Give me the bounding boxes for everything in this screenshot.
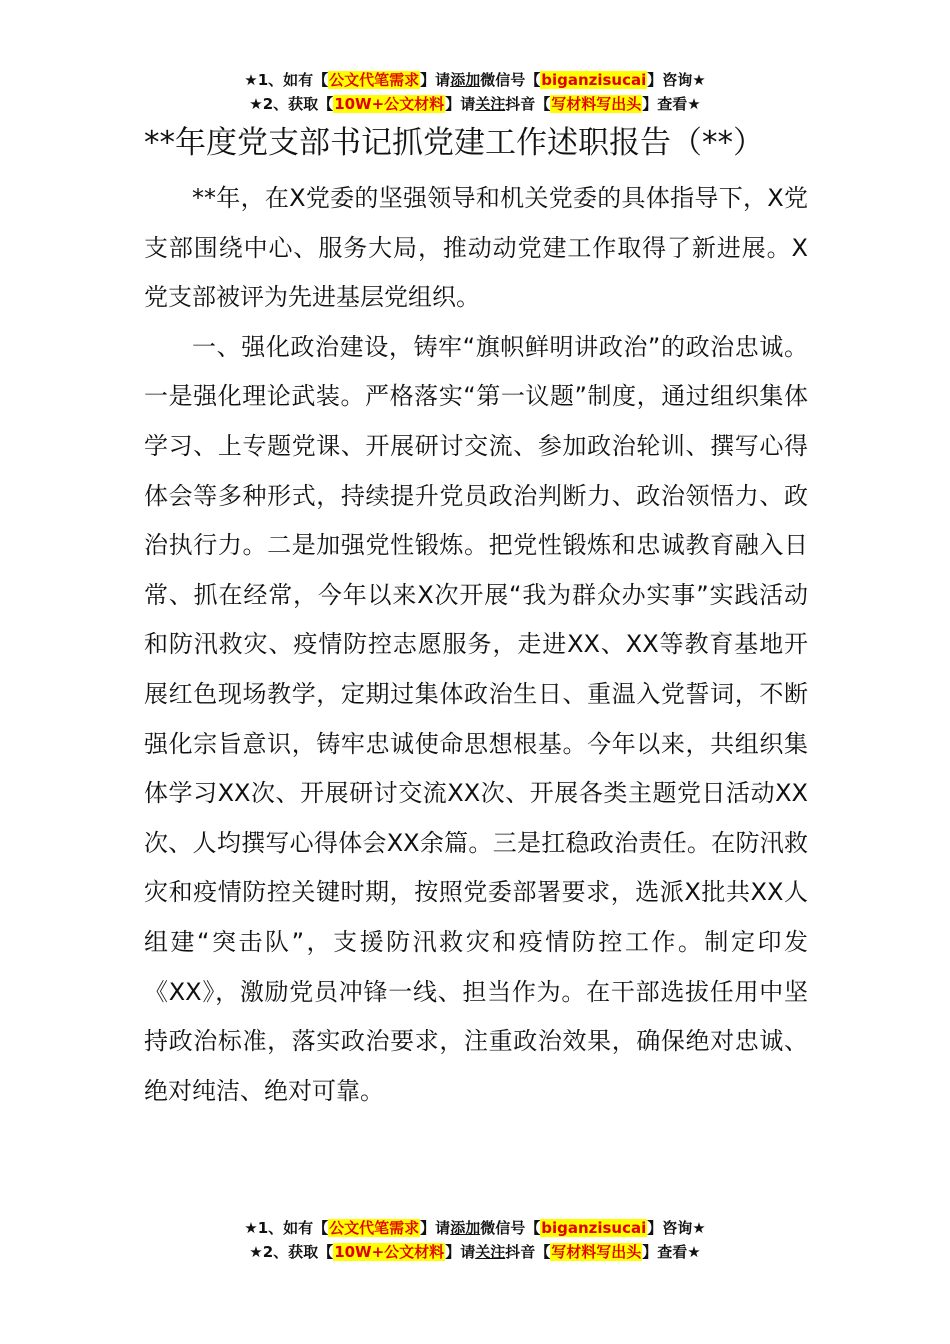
promo-line-2: ★2、获取【10W+公文材料】请关注抖音【写材料写出头】查看★ [249, 1243, 701, 1261]
document-body [144, 120, 808, 1116]
promo-line-1: ★1、如有【公文代笔需求】请添加微信号【biganzisucai】咨询★ [244, 71, 706, 89]
promo-line-2: ★2、获取【10W+公文材料】请关注抖音【写材料写出头】查看★ [249, 95, 701, 113]
promo-banner-bottom [0, 1216, 950, 1264]
highlight-materials: 10W+公文材料 [334, 1243, 445, 1261]
paragraph-section-1: 一、强化政治建设，铸牢“旗帜鲜明讲政治”的政治忠诚。一是强化理论武装。严格落实“第一议题”制度，通过组织集体学习、上专题党课、开展研讨交流、参加政治轮训、撰写心得体会等多种形式，持续提升党员政治判断力、政治领悟力、政治执行力。二是加强党性锻炼。把党性锻炼和忠诚教育融入日常、抓在经常，今年以来X次开展“我为群众办实事”实践活动和防汛救灾、疫情防控志愿服务，走进XX、XX等教育基地开展红色现场教学，定期过集体政治生日、重温入党誓词，不断强化宗旨意识，铸牢忠诚使命思想根基。今年以来，共组织集体学习XX次、开展研讨交流XX次、开展各类主题党日活动XX次、人均撰写心得体会XX余篇。三是扛稳政治责任。在防汛救灾和疫情防控关键时期，按照党委部署要求，选派X批共XX人组建“突击队”，支援防汛救灾和疫情防控工作。制定印发《XX》，激励党员冲锋一线、担当作为。在干部选拔任用中坚持政治标准，落实政治要求，注重政治效果，确保绝对忠诚、绝对纯洁、绝对可靠。 [144, 332, 808, 1105]
highlight-wechat-id: biganzisucai [541, 71, 647, 89]
paragraph-intro: **年，在X党委的坚强领导和机关党委的具体指导下，X党支部围绕中心、服务大局，推动动党建工作取得了新进展。X党支部被评为先进基层党组织。 [144, 184, 808, 312]
highlight-materials: 10W+公文材料 [334, 95, 445, 113]
document-title: **年度党支部书记抓党建工作述职报告（**） [144, 125, 764, 161]
highlight-wechat-id: biganzisucai [541, 1219, 647, 1237]
highlight-douyin-account: 写材料写出头 [551, 1243, 642, 1261]
highlight-service: 公文代笔需求 [329, 1219, 420, 1237]
highlight-douyin-account: 写材料写出头 [551, 95, 642, 113]
promo-line-1: ★1、如有【公文代笔需求】请添加微信号【biganzisucai】咨询★ [244, 1219, 706, 1237]
highlight-service: 公文代笔需求 [329, 71, 420, 89]
promo-banner-top [0, 68, 950, 116]
